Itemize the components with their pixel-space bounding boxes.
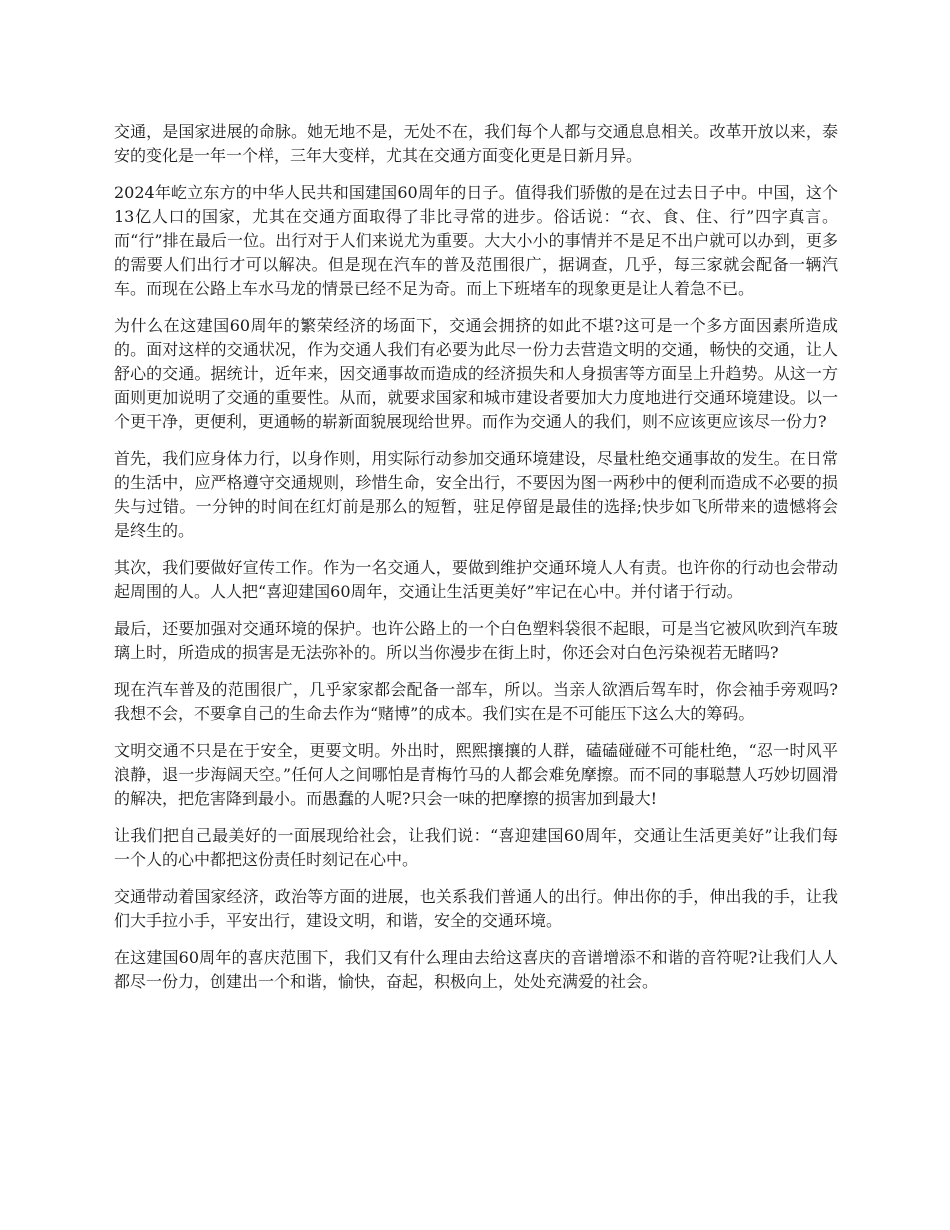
paragraph-2: 2024年屹立东方的中华人民共和国建国60周年的日子。值得我们骄傲的是在过去日子中。中国，这个13亿人口的国家，尤其在交通方面取得了非比寻常的进步。俗话说：“衣、食、住、行”四字真言。而“行”排在最后一位。出行对于人们来说尤为重要。大大小小的事情并不是足不出户就可以办到，更多的需要人们出行才可以解决。但是现在汽车的普及范围很广，据调查，几乎，每三家就会配备一辆汽车。而现在公路上车水马龙的情景已经不足为奇。而上下班堵车的现象更是让人着急不已。 <box>114 183 838 298</box>
paragraph-11: 在这建国60周年的喜庆范围下，我们又有什么理由去给这喜庆的音谱增添不和谐的音符呢?让我们人人都尽一份力，创建出一个和谐，愉快，奋起，积极向上，处处充满爱的社会。 <box>114 948 838 991</box>
paragraph-7: 现在汽车普及的范围很广，几乎家家都会配备一部车，所以。当亲人欲酒后驾车时，你会袖手旁观吗?我想不会，不要拿自己的生命去作为“赌博”的成本。我们实在是不可能压下这么大的筹码。 <box>114 680 838 723</box>
paragraph-5: 其次，我们要做好宣传工作。作为一名交通人，要做到维护交通环境人人有责。也许你的行动也会带动起周围的人。人人把“喜迎建国60周年，交通让生活更美好”牢记在心中。并付诸于行动。 <box>114 558 838 601</box>
paragraph-9: 让我们把自己最美好的一面展现给社会，让我们说：“喜迎建国60周年，交通让生活更美好”让我们每一个人的心中都把这份责任时刻记在心中。 <box>114 826 838 869</box>
paragraph-10: 交通带动着国家经济，政治等方面的进展，也关系我们普通人的出行。伸出你的手，伸出我的手，让我们大手拉小手，平安出行，建设文明，和谐，安全的交通环境。 <box>114 887 838 930</box>
paragraph-6: 最后，还要加强对交通环境的保护。也许公路上的一个白色塑料袋很不起眼，可是当它被风吹到汽车玻璃上时，所造成的损害是无法弥补的。所以当你漫步在街上时，你还会对白色污染视若无睹吗? <box>114 619 838 662</box>
paragraph-1: 交通，是国家进展的命脉。她无地不是，无处不在，我们每个人都与交通息息相关。改革开放以来，泰安的变化是一年一个样，三年大变样，尤其在交通方面变化更是日新月异。 <box>114 122 838 165</box>
paragraph-3: 为什么在这建国60周年的繁荣经济的场面下，交通会拥挤的如此不堪?这可是一个多方面因素所造成的。面对这样的交通状况，作为交通人我们有必要为此尽一份力去营造文明的交通，畅快的交通，让人舒心的交通。据统计，近年来，因交通事故而造成的经济损失和人身损害等方面呈上升趋势。从这一方面则更加说明了交通的重要性。从而，就要求国家和城市建设者要加大力度地进行交通环境建设。以一个更干净，更便利，更通畅的崭新面貌展现给世界。而作为交通人的我们，则不应该更应该尽一份力? <box>114 316 838 431</box>
document-body <box>114 120 838 1007</box>
paragraph-4: 首先，我们应身体力行，以身作则，用实际行动参加交通环境建设，尽量杜绝交通事故的发生。在日常的生活中，应严格遵守交通规则，珍惜生命，安全出行，不要因为图一两秒中的便利而造成不必要的损失与过错。一分钟的时间在红灯前是那么的短暂，驻足停留是最佳的选择;快步如飞所带来的遗憾将会是终生的。 <box>114 449 838 540</box>
paragraph-8: 文明交通不只是在于安全，更要文明。外出时，熙熙攘攘的人群，磕磕碰碰不可能杜绝，“忍一时风平浪静，退一步海阔天空。”任何人之间哪怕是青梅竹马的人都会难免摩擦。而不同的事聪慧人巧妙切圆滑的解决，把危害降到最小。而愚蠢的人呢?只会一味的把摩擦的损害加到最大! <box>114 741 838 808</box>
